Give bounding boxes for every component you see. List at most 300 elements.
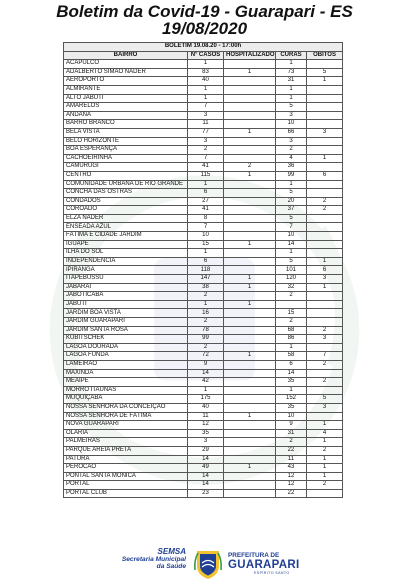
count-cell: [224, 421, 276, 430]
table-row: [64, 266, 343, 275]
count-cell: 42: [188, 378, 224, 387]
count-cell: 3: [307, 275, 343, 284]
count-cell: 12: [188, 421, 224, 430]
count-cell: 3: [188, 111, 224, 120]
table-row: [64, 214, 343, 223]
count-cell: 1: [307, 283, 343, 292]
count-cell: 38: [188, 283, 224, 292]
count-cell: 1: [307, 455, 343, 464]
count-cell: 1: [307, 257, 343, 266]
count-cell: 2: [276, 438, 307, 447]
count-cell: 1: [307, 438, 343, 447]
count-cell: [224, 111, 276, 120]
count-cell: [224, 481, 276, 490]
count-cell: [307, 240, 343, 249]
table-row: [64, 283, 343, 292]
neighborhood-cell: PORTAL CLUB: [64, 489, 188, 498]
count-cell: 2: [188, 292, 224, 301]
count-cell: [307, 309, 343, 318]
count-cell: 2: [307, 360, 343, 369]
neighborhood-cell: CENTRO: [64, 171, 188, 180]
neighborhood-cell: COROADO: [64, 206, 188, 215]
count-cell: [224, 429, 276, 438]
count-cell: 68: [276, 326, 307, 335]
count-cell: 1: [276, 249, 307, 258]
count-cell: 8: [188, 214, 224, 223]
neighborhood-cell: ACAPULCO: [64, 60, 188, 69]
table-row: [64, 180, 343, 189]
count-cell: 1: [307, 472, 343, 481]
count-cell: 1: [276, 94, 307, 103]
count-cell: 11: [188, 412, 224, 421]
table-row: [64, 68, 343, 77]
table-body: [64, 60, 343, 498]
count-cell: 6: [276, 360, 307, 369]
column-header: HOSPITALIZADO: [224, 51, 276, 60]
count-cell: 31: [276, 429, 307, 438]
count-cell: [307, 163, 343, 172]
neighborhood-cell: MEAÍPE: [64, 378, 188, 387]
neighborhood-cell: CACHOEIRINHA: [64, 154, 188, 163]
count-cell: 115: [188, 171, 224, 180]
count-cell: [307, 103, 343, 112]
count-cell: 175: [188, 395, 224, 404]
count-cell: 2: [224, 163, 276, 172]
count-cell: [224, 223, 276, 232]
count-cell: [307, 146, 343, 155]
count-cell: 1: [224, 128, 276, 137]
count-cell: 152: [276, 395, 307, 404]
count-cell: 5: [276, 257, 307, 266]
neighborhood-cell: FÁTIMA E CIDADE JARDIM: [64, 232, 188, 241]
count-cell: 41: [188, 163, 224, 172]
count-cell: 35: [276, 403, 307, 412]
count-cell: 35: [188, 429, 224, 438]
count-cell: [307, 386, 343, 395]
count-cell: [307, 180, 343, 189]
neighborhood-cell: PALMEIRAS: [64, 438, 188, 447]
neighborhood-cell: KUBITSCHEK: [64, 335, 188, 344]
count-cell: 4: [276, 154, 307, 163]
neighborhood-cell: MAXINDA: [64, 369, 188, 378]
table-row: [64, 386, 343, 395]
count-cell: 15: [276, 309, 307, 318]
count-cell: [224, 343, 276, 352]
table-row: [64, 257, 343, 266]
table-row: [64, 335, 343, 344]
count-cell: 66: [276, 128, 307, 137]
count-cell: [307, 300, 343, 309]
count-cell: 2: [307, 197, 343, 206]
count-cell: [307, 412, 343, 421]
table-caption-row: [64, 43, 343, 52]
neighborhood-cell: PATURÁ: [64, 455, 188, 464]
count-cell: 22: [276, 489, 307, 498]
count-cell: [276, 300, 307, 309]
count-cell: 1: [276, 386, 307, 395]
table-row: [64, 111, 343, 120]
neighborhood-cell: AEROPORTO: [64, 77, 188, 86]
table-row: [64, 249, 343, 258]
table-row: [64, 146, 343, 155]
table-row: [64, 240, 343, 249]
count-cell: [307, 189, 343, 198]
table-row: [64, 429, 343, 438]
count-cell: 1: [224, 68, 276, 77]
count-cell: 3: [307, 335, 343, 344]
count-cell: 6: [307, 266, 343, 275]
count-cell: 83: [188, 68, 224, 77]
neighborhood-cell: JARDIM SANTA ROSA: [64, 326, 188, 335]
count-cell: 49: [188, 464, 224, 473]
table-row: [64, 206, 343, 215]
count-cell: 41: [188, 206, 224, 215]
count-cell: 77: [188, 128, 224, 137]
count-cell: 2: [188, 146, 224, 155]
count-cell: [224, 309, 276, 318]
neighborhood-cell: BARRO BRANCO: [64, 120, 188, 129]
neighborhood-cell: NOVA GUARAPARI: [64, 421, 188, 430]
count-cell: [224, 360, 276, 369]
count-cell: 1: [224, 171, 276, 180]
count-cell: 1: [188, 94, 224, 103]
count-cell: [224, 103, 276, 112]
count-cell: 1: [224, 300, 276, 309]
count-cell: 118: [188, 266, 224, 275]
count-cell: [307, 343, 343, 352]
neighborhood-cell: PORTAL: [64, 481, 188, 490]
count-cell: [224, 292, 276, 301]
count-cell: 14: [188, 369, 224, 378]
count-cell: 5: [307, 68, 343, 77]
count-cell: 1: [224, 352, 276, 361]
count-cell: 1: [188, 180, 224, 189]
table-row: [64, 446, 343, 455]
count-cell: [224, 489, 276, 498]
table-row: [64, 60, 343, 69]
semsa-logo: [82, 547, 186, 581]
count-cell: 1: [224, 275, 276, 284]
count-cell: 2: [188, 318, 224, 327]
count-cell: [307, 137, 343, 146]
count-cell: 58: [276, 352, 307, 361]
table-row: [64, 464, 343, 473]
table-row: [64, 326, 343, 335]
count-cell: 1: [224, 283, 276, 292]
neighborhood-cell: ALTO JABUTI: [64, 94, 188, 103]
count-cell: 2: [307, 378, 343, 387]
neighborhood-cell: ANDANA: [64, 111, 188, 120]
table-caption: BOLETIM 19.08.20 - 17:00h: [64, 43, 343, 52]
count-cell: 2: [307, 326, 343, 335]
count-cell: 1: [224, 464, 276, 473]
count-cell: 5: [276, 103, 307, 112]
count-cell: [224, 378, 276, 387]
count-cell: [224, 85, 276, 94]
table-row: [64, 85, 343, 94]
neighborhood-cell: INDEPENDÊNCIA: [64, 257, 188, 266]
count-cell: [307, 85, 343, 94]
neighborhood-cell: ELZA NADER: [64, 214, 188, 223]
neighborhood-cell: BOA ESPERANÇA: [64, 146, 188, 155]
count-cell: 1: [188, 249, 224, 258]
count-cell: [307, 292, 343, 301]
count-cell: [224, 214, 276, 223]
neighborhood-cell: LAGOA FUNDA: [64, 352, 188, 361]
count-cell: 1: [307, 77, 343, 86]
count-cell: 35: [276, 378, 307, 387]
count-cell: [307, 489, 343, 498]
count-cell: 7: [307, 352, 343, 361]
count-cell: 1: [224, 240, 276, 249]
count-cell: 1: [276, 60, 307, 69]
count-cell: 2: [307, 206, 343, 215]
table-row: [64, 455, 343, 464]
count-cell: 1: [188, 60, 224, 69]
count-cell: 1: [307, 464, 343, 473]
table-row: [64, 412, 343, 421]
neighborhood-cell: NOSSA SENHORA DE FÁTIMA: [64, 412, 188, 421]
count-cell: 11: [188, 120, 224, 129]
count-cell: [224, 403, 276, 412]
count-cell: [224, 472, 276, 481]
column-header: CURAS: [276, 51, 307, 60]
count-cell: 2: [276, 292, 307, 301]
count-cell: 1: [276, 180, 307, 189]
semsa-line-1: Secretaria Municipal: [121, 556, 186, 563]
table-row: [64, 292, 343, 301]
semsa-line-2: da Saúde: [156, 563, 186, 571]
count-cell: [224, 154, 276, 163]
count-cell: [224, 335, 276, 344]
table-row: [64, 395, 343, 404]
neighborhood-cell: NOSSA SENHORA DA CONCEIÇÃO: [64, 403, 188, 412]
count-cell: 3: [188, 438, 224, 447]
count-cell: [224, 189, 276, 198]
count-cell: 2: [276, 318, 307, 327]
table-row: [64, 77, 343, 86]
bulletin-title: Boletim da Covid-19 - Guarapari - ES: [56, 2, 353, 21]
count-cell: 14: [188, 455, 224, 464]
count-cell: [224, 369, 276, 378]
table-row: [64, 300, 343, 309]
count-cell: [224, 197, 276, 206]
count-cell: [224, 438, 276, 447]
count-cell: 101: [276, 266, 307, 275]
count-cell: 40: [188, 403, 224, 412]
count-cell: [307, 369, 343, 378]
table-row: [64, 120, 343, 129]
count-cell: 12: [276, 481, 307, 490]
count-cell: 2: [307, 446, 343, 455]
table-row: [64, 343, 343, 352]
bulletin-date: 19/08/2020: [161, 19, 248, 38]
count-cell: 99: [188, 335, 224, 344]
prefeitura-line-1: PREFEITURA DE: [228, 552, 280, 559]
count-cell: 6: [188, 257, 224, 266]
count-cell: [307, 60, 343, 69]
table-row: [64, 472, 343, 481]
table-row: [64, 360, 343, 369]
neighborhood-cell: ADALBERTO SIMÃO NADER: [64, 68, 188, 77]
table-row: [64, 309, 343, 318]
table-row: [64, 128, 343, 137]
count-cell: 1: [276, 343, 307, 352]
count-cell: 7: [188, 154, 224, 163]
count-cell: [224, 180, 276, 189]
count-cell: 1: [224, 412, 276, 421]
neighborhood-cell: CONDADOS: [64, 197, 188, 206]
count-cell: 9: [276, 421, 307, 430]
count-cell: 40: [188, 77, 224, 86]
count-cell: 6: [188, 189, 224, 198]
count-cell: [307, 120, 343, 129]
table-row: [64, 137, 343, 146]
count-cell: [224, 120, 276, 129]
count-cell: [224, 232, 276, 241]
count-cell: 23: [188, 489, 224, 498]
count-cell: 3: [276, 137, 307, 146]
table-row: [64, 94, 343, 103]
prefeitura-line-2: GUARAPARI: [228, 559, 300, 571]
neighborhood-cell: ILHA DO SOL: [64, 249, 188, 258]
count-cell: 20: [276, 197, 307, 206]
count-cell: 72: [188, 352, 224, 361]
count-cell: 22: [276, 446, 307, 455]
count-cell: [224, 60, 276, 69]
count-cell: [224, 395, 276, 404]
table-row: [64, 197, 343, 206]
count-cell: 43: [276, 464, 307, 473]
count-cell: 10: [276, 232, 307, 241]
count-cell: 3: [276, 111, 307, 120]
count-cell: [224, 137, 276, 146]
count-cell: 99: [276, 171, 307, 180]
prefeitura-line-3: ESPÍRITO SANTO: [254, 571, 290, 575]
coat-of-arms-icon: [193, 548, 223, 580]
count-cell: 7: [188, 223, 224, 232]
table-row: [64, 481, 343, 490]
count-cell: 1: [307, 421, 343, 430]
table-row: [64, 103, 343, 112]
count-cell: 14: [276, 240, 307, 249]
count-cell: 5: [307, 395, 343, 404]
count-cell: 7: [188, 103, 224, 112]
neighborhood-cell: JARDIM GUARAPARI: [64, 318, 188, 327]
count-cell: 16: [188, 309, 224, 318]
neighborhood-cell: COMUNIDADE URBANA DE RIO GRANDE: [64, 180, 188, 189]
count-cell: [224, 206, 276, 215]
table-row: [64, 171, 343, 180]
table-header-row: [64, 51, 343, 60]
neighborhood-cell: MORRO ITAÚNAS: [64, 386, 188, 395]
table-row: [64, 369, 343, 378]
count-cell: [307, 214, 343, 223]
count-cell: [224, 446, 276, 455]
count-cell: [307, 249, 343, 258]
count-cell: [224, 266, 276, 275]
neighborhood-cell: ALMIRANTE: [64, 85, 188, 94]
neighborhood-cell: PEROCÃO: [64, 464, 188, 473]
table-row: [64, 275, 343, 284]
prefeitura-logo: [228, 552, 338, 582]
count-cell: 6: [307, 171, 343, 180]
count-cell: 5: [276, 214, 307, 223]
count-cell: 78: [188, 326, 224, 335]
neighborhood-cell: LAMEIRÃO: [64, 360, 188, 369]
count-cell: [224, 318, 276, 327]
count-cell: 7: [276, 223, 307, 232]
neighborhood-cell: JABOTICABA: [64, 292, 188, 301]
count-cell: [224, 386, 276, 395]
count-cell: 36: [276, 163, 307, 172]
neighborhood-cell: JABARAÍ: [64, 283, 188, 292]
table-row: [64, 189, 343, 198]
count-cell: 3: [188, 137, 224, 146]
table-row: [64, 154, 343, 163]
neighborhood-cell: OLARIA: [64, 429, 188, 438]
neighborhood-cell: CAMURUGI: [64, 163, 188, 172]
table-row: [64, 489, 343, 498]
count-cell: 11: [276, 455, 307, 464]
table-row: [64, 403, 343, 412]
count-cell: [224, 249, 276, 258]
count-cell: 14: [188, 481, 224, 490]
count-cell: 3: [307, 403, 343, 412]
neighborhood-cell: JABUTI: [64, 300, 188, 309]
neighborhood-cell: BELO HORIZONTE: [64, 137, 188, 146]
cases-table: [63, 42, 343, 498]
count-cell: 147: [188, 275, 224, 284]
count-cell: [307, 223, 343, 232]
count-cell: 86: [276, 335, 307, 344]
neighborhood-cell: AMARELOS: [64, 103, 188, 112]
count-cell: 10: [188, 232, 224, 241]
neighborhood-cell: MUQUIÇABA: [64, 395, 188, 404]
neighborhood-cell: ENSEADA AZUL: [64, 223, 188, 232]
count-cell: [224, 455, 276, 464]
count-cell: 14: [188, 472, 224, 481]
count-cell: 15: [188, 240, 224, 249]
count-cell: 31: [276, 77, 307, 86]
neighborhood-cell: PARQUE AREIA PRETA: [64, 446, 188, 455]
neighborhood-cell: IPIRANGA: [64, 266, 188, 275]
count-cell: 1: [188, 85, 224, 94]
count-cell: 73: [276, 68, 307, 77]
count-cell: 12: [276, 472, 307, 481]
count-cell: 2: [307, 481, 343, 490]
count-cell: 3: [307, 128, 343, 137]
count-cell: 1: [188, 386, 224, 395]
table-row: [64, 438, 343, 447]
column-header: ÓBITOS: [307, 51, 343, 60]
count-cell: 9: [188, 360, 224, 369]
count-cell: 27: [188, 197, 224, 206]
count-cell: 1: [188, 300, 224, 309]
table-row: [64, 318, 343, 327]
count-cell: 10: [276, 412, 307, 421]
count-cell: 2: [188, 343, 224, 352]
count-cell: 37: [276, 206, 307, 215]
count-cell: [224, 257, 276, 266]
count-cell: [307, 318, 343, 327]
count-cell: 10: [276, 120, 307, 129]
count-cell: 1: [307, 154, 343, 163]
column-header: Nº CASOS: [188, 51, 224, 60]
table-row: [64, 163, 343, 172]
count-cell: 14: [276, 369, 307, 378]
neighborhood-cell: LAGOA DOURADA: [64, 343, 188, 352]
